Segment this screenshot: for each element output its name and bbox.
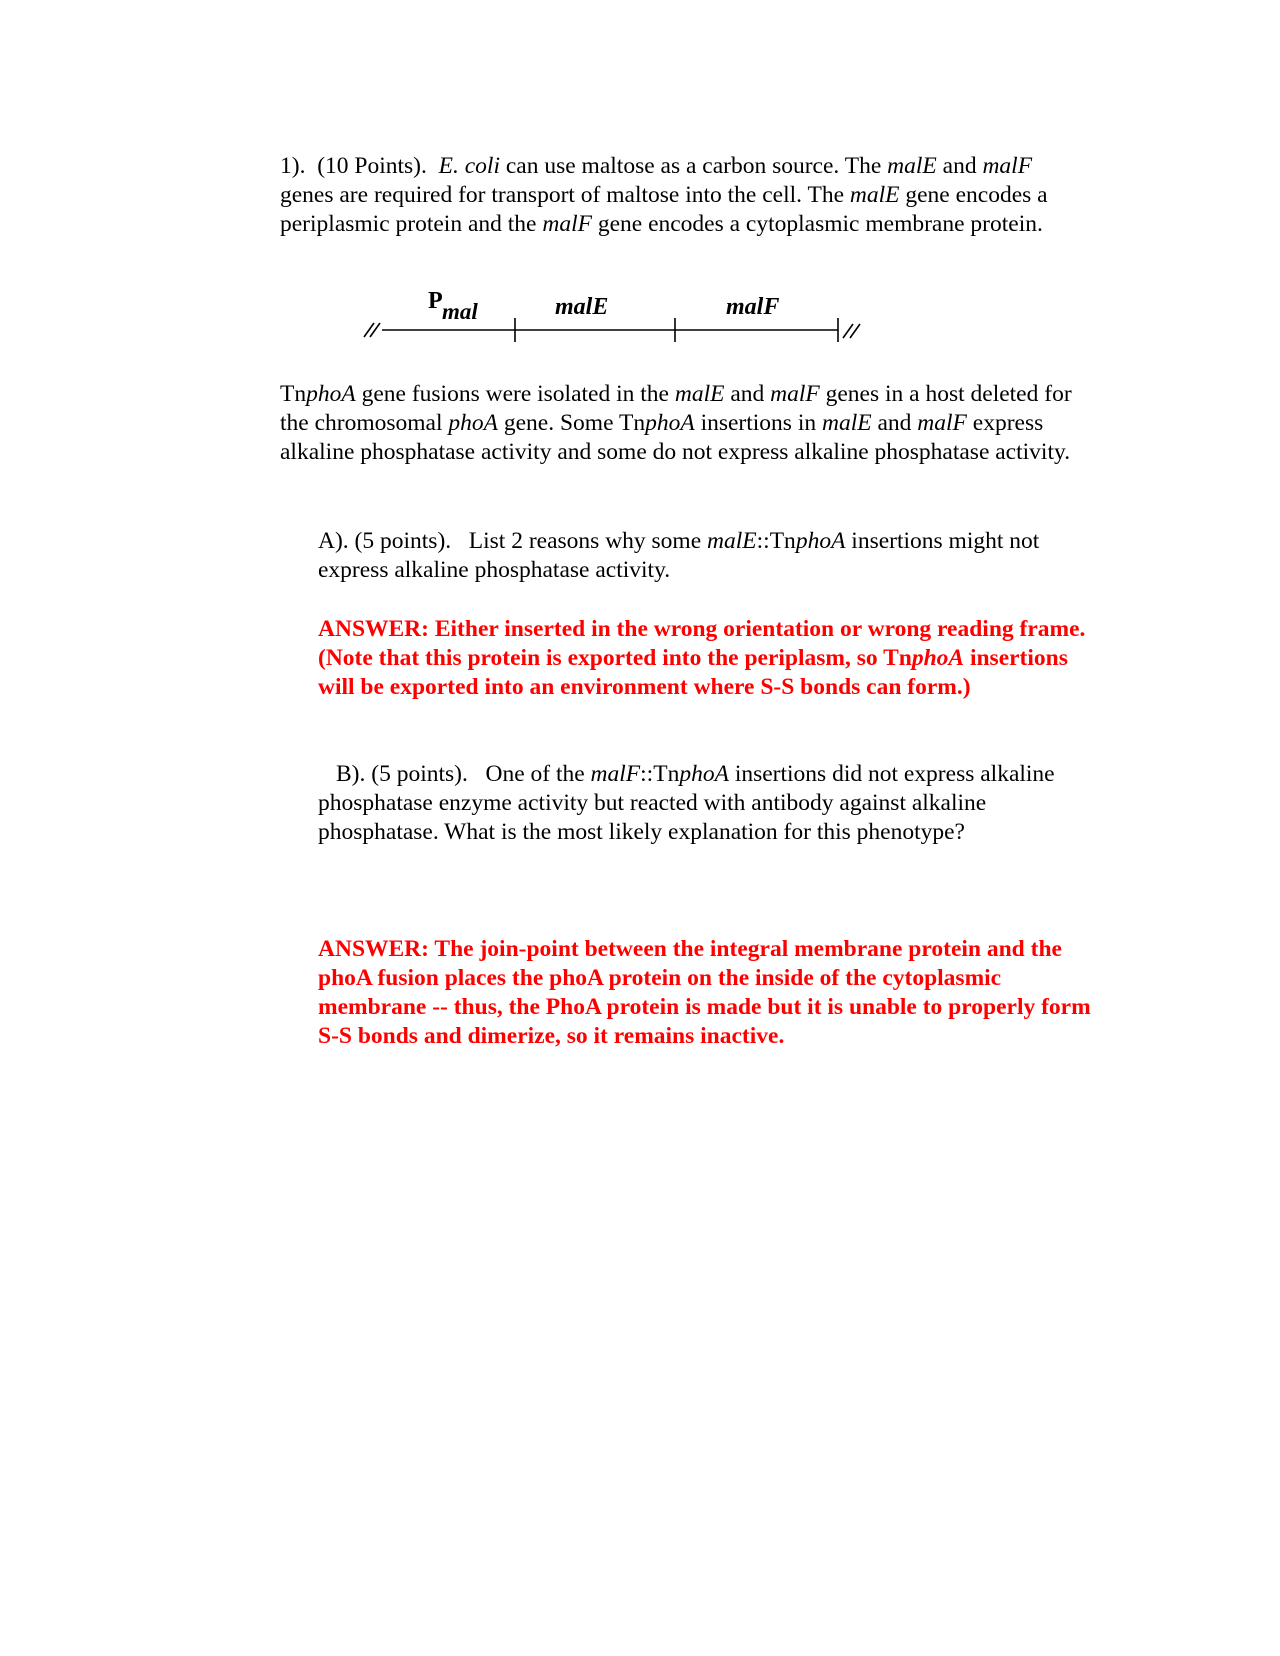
gene-name: phoA [645, 410, 695, 436]
text-run: gene fusions were isolated in the [355, 381, 675, 407]
left-break-mark [364, 323, 380, 337]
gene-name: malF [982, 153, 1033, 179]
part-a-label: A). (5 points). [318, 528, 452, 554]
gene-name: phoA [795, 528, 846, 554]
text-run: insertions will be exported into an environment where S-S bonds can form.) [318, 645, 1068, 700]
text-run: insertions did not express alkaline phosphatase enzyme activity but reacted with antibody against alkaline phosphatase. What is the most likely explanation for this phenotype? [318, 761, 1055, 845]
answer-a [318, 615, 1098, 702]
text-run: and [724, 381, 771, 407]
gene-name: malF [917, 410, 967, 436]
part-a-question [318, 527, 1098, 585]
answer-b: ANSWER: The join-point between the integral membrane protein and the phoA fusion places the phoA protein on the inside of the cytoplasmic membrane -- thus, the PhoA protein is made but it is unable to properly form S-S bonds and dimerize, so it remains inactive. [318, 936, 1091, 1049]
question-1-paragraph [280, 152, 1090, 239]
text-run: genes in a host deleted for the chromosomal [280, 381, 1072, 436]
text-run: List 2 reasons why some [468, 528, 708, 554]
part-b-label: B). (5 points). [336, 761, 468, 787]
text-run: gene encodes a cytoplasmic membrane protein. [591, 211, 1043, 237]
text-run: genes are required for transport of maltose into the cell. The [280, 182, 850, 208]
text-run: ::Tn [756, 528, 796, 554]
gene-name: phoA [911, 645, 965, 671]
text-run: and [871, 410, 918, 436]
text-run: insertions in [694, 410, 822, 436]
gene-name: malE [821, 410, 872, 436]
text-run: One of the [485, 761, 591, 787]
tnphoa-paragraph [280, 380, 1090, 467]
question-number: 1). [280, 153, 306, 179]
text-run: insertions might not express alkaline phosphatase activity. [318, 528, 1040, 583]
gene-name: phoA [679, 761, 729, 787]
gene-name: phoA [306, 381, 356, 407]
text-run: ::Tn [640, 761, 680, 787]
question-points: (10 Points). [317, 153, 427, 179]
text-run: express alkaline phosphatase activity and some do not express alkaline phosphatase activity. [280, 410, 1071, 465]
promoter-subscript: mal [442, 299, 478, 324]
gene-name: malE [849, 182, 900, 208]
text-run: can use maltose as a carbon source. The [499, 153, 888, 179]
gene-name: malF [542, 211, 592, 237]
gene-name: phoA [448, 410, 498, 436]
gene-map-diagram [360, 290, 920, 360]
text-run: Tn [280, 381, 307, 407]
gene-name: malE [707, 528, 757, 554]
text-run: and [936, 153, 983, 179]
right-break-mark [843, 324, 860, 338]
gene-name: malF [590, 761, 641, 787]
part-b-question [318, 760, 1098, 847]
promoter-label: P [428, 288, 443, 314]
male-gene-label: malE [555, 294, 609, 320]
text-run: ANSWER: Either inserted in the wrong orientation or wrong reading frame. (Note that this protein is exported into the periplasm, so Tn [318, 616, 1086, 671]
malf-gene-label: malF [726, 294, 780, 320]
gene-name: malF [770, 381, 820, 407]
species-name: E. coli [438, 153, 500, 179]
text-run: gene. Some Tn [498, 410, 646, 436]
text-run: gene encodes a periplasmic protein and the [280, 182, 1048, 237]
gene-name: malE [674, 381, 725, 407]
gene-name: malE [887, 153, 937, 179]
